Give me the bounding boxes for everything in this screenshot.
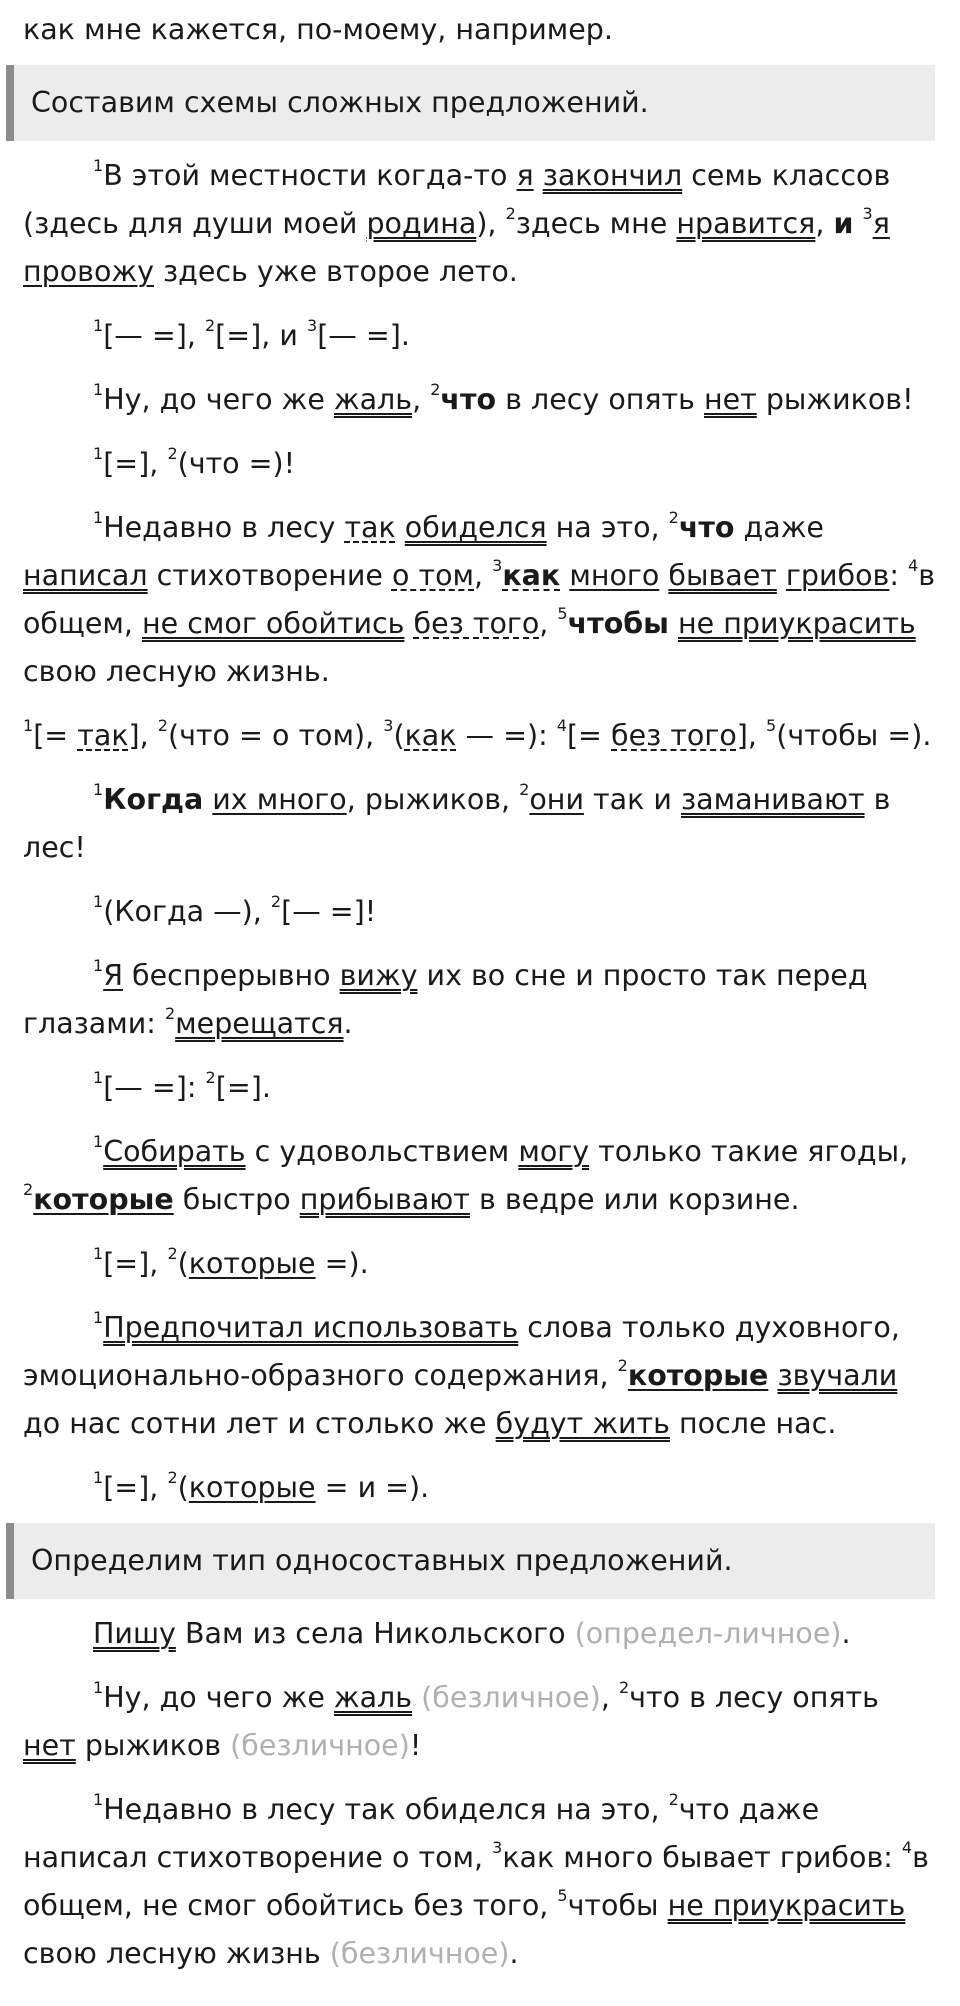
text: стихотворение	[147, 559, 392, 592]
number: 1	[93, 444, 104, 463]
predicate: Пишу	[93, 1617, 176, 1650]
subject: они	[529, 783, 584, 816]
type-note: (безличное)	[230, 1729, 410, 1762]
text: ,	[474, 559, 493, 592]
text: (Когда —),	[103, 895, 271, 928]
text	[412, 1681, 421, 1714]
text: (что = о том),	[167, 719, 384, 752]
text: ],	[128, 719, 158, 752]
text: ],	[736, 719, 767, 752]
scheme-5	[23, 1064, 937, 1112]
number: 2	[668, 1790, 679, 1809]
text: [=	[33, 719, 78, 752]
text	[560, 559, 569, 592]
text: .	[509, 1937, 519, 1970]
text: что даже написал стихотворение о том,	[23, 1793, 820, 1874]
text: , рыжиков,	[346, 783, 520, 816]
object: без того	[413, 607, 540, 640]
predicate: нет	[23, 1729, 76, 1762]
text	[534, 159, 543, 192]
predicate: мерещатся	[175, 1007, 344, 1040]
text: Вам из села Никольского	[175, 1617, 575, 1650]
scheme-3	[23, 712, 937, 760]
sentence-6	[23, 1128, 937, 1224]
number: 3	[492, 1838, 503, 1857]
text: [=],	[103, 1247, 168, 1280]
sentence-7	[23, 1304, 937, 1448]
subject: я	[516, 159, 534, 192]
text: беспрерывно	[123, 959, 340, 992]
text: В этой местности когда-то	[103, 159, 517, 192]
type-note: (определ-личное)	[574, 1617, 842, 1650]
type-note: (безличное)	[329, 1937, 510, 1970]
number: 1	[93, 1244, 104, 1263]
subject: грибов	[785, 559, 890, 592]
number: 1	[93, 156, 104, 175]
text	[203, 783, 212, 816]
scheme-4	[23, 888, 937, 936]
number: 1	[93, 1790, 104, 1809]
subject: Я	[103, 959, 123, 992]
sentence-2	[23, 376, 937, 424]
scheme-6	[23, 1240, 937, 1288]
number: 1	[93, 780, 104, 799]
text: ,	[539, 607, 558, 640]
predicate: обиделся	[404, 511, 547, 544]
text: на это,	[546, 511, 669, 544]
predicate: бывает	[668, 559, 777, 592]
text: только такие ягоды,	[589, 1135, 909, 1168]
conjunctive-word: которые	[188, 1471, 316, 1504]
type-sentence-3	[23, 1786, 937, 1978]
text: (	[177, 1471, 189, 1504]
number: 1	[93, 1068, 104, 1087]
predicate: нет	[704, 383, 757, 416]
text: чтобы	[567, 1889, 668, 1922]
subject-predicate: я провожу	[23, 207, 890, 288]
number: 3	[862, 204, 873, 223]
number: 1	[93, 956, 104, 975]
number: 3	[307, 316, 318, 335]
number: 2	[204, 316, 216, 335]
number: 3	[492, 556, 503, 575]
number: 1	[93, 380, 104, 399]
number: 5	[766, 716, 777, 735]
conjunction: и	[833, 207, 854, 240]
text: в общем,	[23, 559, 935, 640]
conjunctive-word: которые	[33, 1183, 174, 1216]
predicate: не смог обойтись	[142, 607, 405, 640]
predicate: вижу	[339, 959, 418, 992]
text: :	[889, 559, 908, 592]
adverbial: так	[77, 719, 129, 752]
text: в лес!	[23, 783, 891, 864]
type-note: (безличное)	[421, 1681, 601, 1714]
conjunctive-word: которые	[188, 1247, 316, 1280]
object: о том	[391, 559, 475, 592]
predicate: не приукрасить	[667, 1889, 906, 1922]
number: 1	[93, 1132, 104, 1151]
predicate: заманивают	[680, 783, 865, 816]
document-page	[0, 6, 960, 1978]
text	[669, 607, 678, 640]
predicate: не приукрасить	[678, 607, 916, 640]
text: [— =].	[317, 319, 410, 352]
type-sentence-2	[23, 1674, 937, 1770]
predicate: будут жить	[495, 1407, 670, 1440]
number: 2	[164, 1004, 176, 1023]
text: как много бывает грибов:	[502, 1841, 902, 1874]
text	[853, 207, 862, 240]
text: здесь мне	[515, 207, 677, 240]
number: 1	[93, 508, 104, 527]
number: 2	[167, 1468, 178, 1487]
sentence-4	[23, 776, 937, 872]
intro-text	[23, 6, 937, 54]
conjunction: Когда	[103, 783, 204, 816]
predicate: закончил	[542, 159, 683, 192]
text: [=],	[103, 1471, 168, 1504]
text: — =):	[456, 719, 557, 752]
text	[396, 511, 405, 544]
number: 2	[668, 508, 679, 527]
sentence-5	[23, 952, 937, 1048]
text: [=	[566, 719, 611, 752]
text: с удовольствием	[245, 1135, 519, 1168]
text: ),	[476, 207, 506, 240]
section-heading	[6, 1523, 935, 1599]
scheme-2	[23, 440, 937, 488]
number: 5	[557, 604, 568, 623]
number: 2	[617, 1356, 628, 1375]
number: 4	[901, 1838, 913, 1857]
type-sentence-1	[23, 1610, 937, 1658]
text: [— =],	[103, 319, 205, 352]
text: быстро	[173, 1183, 300, 1216]
text	[404, 607, 413, 640]
predicate: могу	[518, 1135, 590, 1168]
text: .	[841, 1617, 851, 1650]
text: (чтобы =).	[776, 719, 932, 752]
text: слова только духовного, эмоционально-образного содержания,	[23, 1311, 900, 1392]
text: свою лесную жизнь.	[23, 655, 330, 688]
conjunctive-word: как	[404, 719, 457, 752]
text: рыжиков!	[756, 383, 914, 416]
number: 2	[430, 380, 441, 399]
heading-text: Составим схемы сложных предложений.	[31, 86, 649, 119]
text: Ну, до чего же	[103, 1681, 334, 1714]
text: [=],	[103, 447, 168, 480]
scheme-7	[23, 1464, 937, 1512]
text: ,	[815, 207, 834, 240]
section-heading	[6, 65, 935, 141]
predicate: родина	[366, 207, 477, 240]
text: так и	[583, 783, 681, 816]
text: после нас.	[669, 1407, 837, 1440]
number: 2	[157, 716, 168, 735]
number: 1	[93, 316, 104, 335]
number: 2	[519, 780, 530, 799]
text: Ну, до чего же	[103, 383, 334, 416]
subject: много	[569, 559, 660, 592]
subject: их много	[212, 783, 347, 816]
number: 2	[270, 892, 282, 911]
text: (	[177, 1247, 189, 1280]
text: свою лесную жизнь	[23, 1937, 330, 1970]
number: 5	[557, 1886, 568, 1905]
number: 1	[93, 1308, 104, 1327]
text: в лесу опять	[496, 383, 704, 416]
predicate: нравится	[676, 207, 816, 240]
number: 1	[93, 892, 104, 911]
predicate: жаль	[333, 1681, 413, 1714]
number: 1	[93, 1678, 104, 1697]
text: .	[343, 1007, 353, 1040]
text: [— =]!	[281, 895, 377, 928]
sentence-3	[23, 504, 937, 696]
number: 4	[556, 716, 567, 735]
text: ,	[412, 383, 431, 416]
predicate: Собирать	[103, 1135, 246, 1168]
text: до нас сотни лет и столько же	[23, 1407, 496, 1440]
number: 2	[618, 1678, 630, 1697]
predicate: жаль	[333, 383, 413, 416]
number: 3	[383, 716, 394, 735]
text: [— =]:	[103, 1071, 206, 1104]
text: [=], и	[215, 319, 307, 352]
text: = и =).	[315, 1471, 430, 1504]
number: 2	[167, 1244, 178, 1263]
number: 4	[908, 556, 919, 575]
text: в ведре или корзине.	[469, 1183, 800, 1216]
text: (что =)!	[177, 447, 296, 480]
text: =).	[315, 1247, 369, 1280]
object: без того	[611, 719, 737, 752]
adverbial: так	[344, 511, 396, 544]
conjunctive-word: как	[502, 559, 561, 592]
predicate: Предпочитал использовать	[103, 1311, 519, 1344]
heading-text: Определим тип односоставных предложений.	[31, 1544, 733, 1577]
conjunctive-word: которые	[627, 1359, 769, 1392]
text: как мне кажется, по-моему, например.	[23, 13, 613, 46]
text: (	[393, 719, 405, 752]
number: 2	[505, 204, 516, 223]
scheme-1	[23, 312, 937, 360]
text: [=].	[215, 1071, 271, 1104]
text: в общем, не смог обойтись без того,	[23, 1841, 929, 1922]
text: даже	[734, 511, 824, 544]
number: 2	[205, 1068, 216, 1087]
text: здесь уже второе лето.	[153, 255, 518, 288]
predicate: прибывают	[299, 1183, 470, 1216]
number: 2	[167, 444, 178, 463]
conjunction: что	[678, 511, 735, 544]
text: что в лесу опять	[629, 1681, 879, 1714]
text: их во сне и просто так перед глазами:	[23, 959, 868, 1040]
predicate: звучали	[777, 1359, 898, 1392]
text: Недавно в лесу	[103, 511, 345, 544]
text: Недавно в лесу так обиделся на это,	[103, 1793, 669, 1826]
number: 1	[23, 716, 34, 735]
conjunction: чтобы	[567, 607, 669, 640]
text: !	[409, 1729, 422, 1762]
conjunction: что	[440, 383, 497, 416]
number: 2	[23, 1180, 34, 1199]
text: семь классов (здесь для души моей	[23, 159, 891, 240]
number: 1	[93, 1468, 104, 1487]
text	[777, 559, 786, 592]
predicate: написал	[23, 559, 148, 592]
text: ,	[600, 1681, 619, 1714]
text: рыжиков	[75, 1729, 231, 1762]
sentence-1	[23, 152, 937, 296]
